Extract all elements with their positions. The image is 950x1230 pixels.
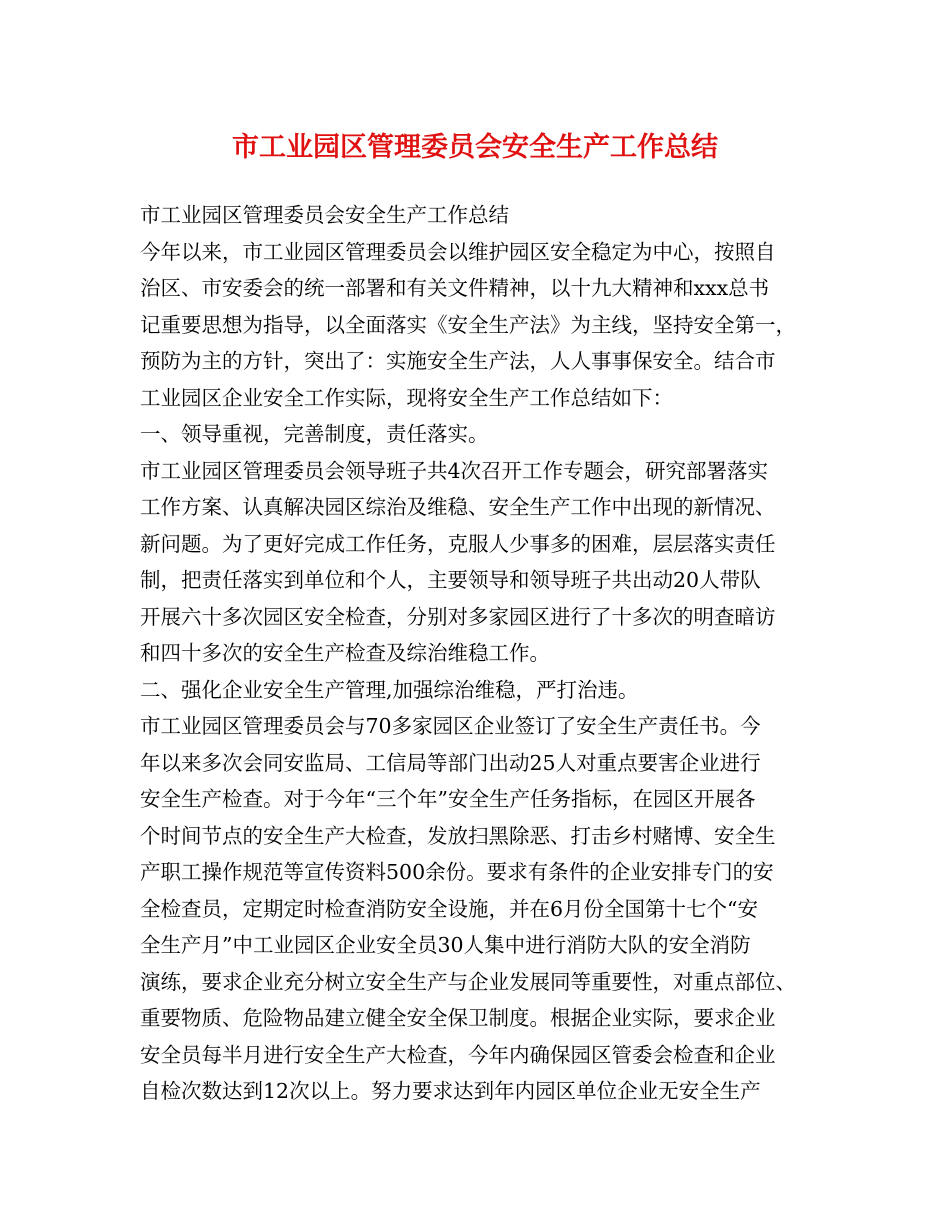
body-line: 产职工操作规范等宣传资料500余份。要求有条件的企业安排专门的安 xyxy=(140,860,774,884)
body-line: 记重要思想为指导，以全面落实《安全生产法》为主线，坚持安全第一， xyxy=(140,312,796,337)
body-line: 工业园区企业安全工作实际，现将安全生产工作总结如下： xyxy=(140,385,673,410)
body-line: 自检次数达到12次以上。努力要求达到年内园区单位企业无安全生产 xyxy=(140,1079,761,1103)
body-line: 演练，要求企业充分树立安全生产与企业发展同等重要性，对重点部位、 xyxy=(140,969,796,994)
body-line: 二、强化企业安全生产管理,加强综治维稳，严打治违。 xyxy=(140,677,639,702)
document-body xyxy=(140,197,820,1110)
body-line: 工作方案、认真解决园区综治及维稳、安全生产工作中出现的新情况、 xyxy=(140,495,776,519)
body-line: 市工业园区管理委员会安全生产工作总结 xyxy=(140,203,509,227)
document-title: 市工业园区管理委员会安全生产工作总结 xyxy=(232,132,718,163)
body-line: 安全生产检查。对于今年“三个年”安全生产任务指标，在园区开展各 xyxy=(140,787,756,811)
body-line: 制，把责任落实到单位和个人，主要领导和领导班子共出动20人带队 xyxy=(140,568,761,592)
body-line: 新问题。为了更好完成工作任务，克服人少事多的困难，层层落实责任 xyxy=(140,531,776,556)
body-line: 个时间节点的安全生产大检查，发放扫黑除恶、打击乡村赌博、安全生 xyxy=(140,823,776,848)
body-line: 年以来多次会同安监局、工信局等部门出动25人对重点要害企业进行 xyxy=(140,750,761,775)
body-line: 重要物质、危险物品建立健全安全保卫制度。根据企业实际，要求企业 xyxy=(140,1006,776,1030)
body-line: 一、领导重视，完善制度，责任落实。 xyxy=(140,422,489,446)
body-line: 今年以来，市工业园区管理委员会以维护园区安全稳定为中心，按照自 xyxy=(140,239,776,264)
body-line: 全生产月”中工业园区企业安全员30人集中进行消防大队的安全消防 xyxy=(140,933,751,957)
body-line: 开展六十多次园区安全检查，分别对多家园区进行了十多次的明查暗访 xyxy=(140,604,776,629)
body-line: 市工业园区管理委员会与70多家园区企业签订了安全生产责任书。今 xyxy=(140,714,761,738)
body-line: 全检查员，定期定时检查消防安全设施，并在6月份全国第十七个“安 xyxy=(140,896,759,921)
body-line: 安全员每半月进行安全生产大检查，今年内确保园区管委会检查和企业 xyxy=(140,1042,776,1067)
body-line: 市工业园区管理委员会领导班子共4次召开工作专题会，研究部署落实 xyxy=(140,458,769,483)
body-line: 治区、市安委会的统一部署和有关文件精神，以十九大精神和xxx总书 xyxy=(140,276,770,300)
body-line: 预防为主的方针，突出了：实施安全生产法，人人事事保安全。结合市 xyxy=(140,349,776,373)
body-line: 和四十多次的安全生产检查及综治维稳工作。 xyxy=(140,641,550,665)
